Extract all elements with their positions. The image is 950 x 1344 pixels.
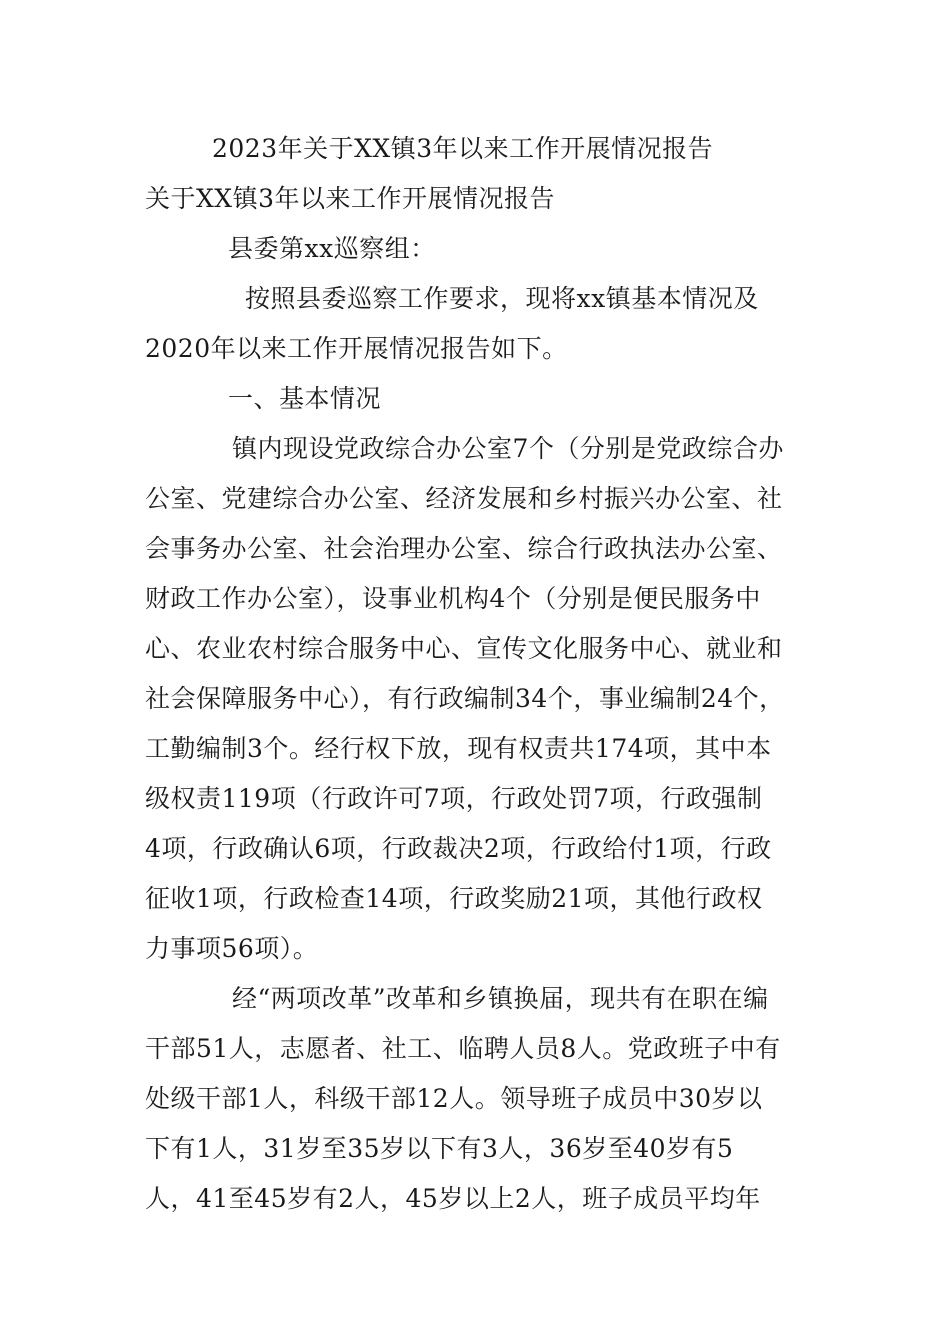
salutation: 县委第xx巡察组：: [228, 234, 436, 263]
paragraph-line: 公室、党建综合办公室、经济发展和乡村振兴办公室、社: [145, 484, 783, 513]
paragraph-line: 会事务办公室、社会治理办公室、综合行政执法办公室、: [145, 534, 783, 563]
intro-line: 2020年以来工作开展情况报告如下。: [145, 334, 568, 363]
paragraph-line: 镇内现设党政综合办公室7个（分别是党政综合办: [232, 434, 784, 463]
intro-line: 按照县委巡察工作要求，现将xx镇基本情况及: [245, 284, 759, 313]
paragraph-line: 下有1人，31岁至35岁以下有3人，36岁至40岁有5: [145, 1134, 734, 1163]
paragraph-line: 人，41至45岁有2人，45岁以上2人，班子成员平均年: [145, 1184, 761, 1213]
paragraph-line: 级权责119项（行政许可7项，行政处罚7项，行政强制: [145, 784, 763, 813]
paragraph-line: 力事项56项）。: [145, 934, 319, 963]
document-title: 2023年关于XX镇3年以来工作开展情况报告: [212, 134, 714, 163]
paragraph-line: 心、农业农村综合服务中心、宣传文化服务中心、就业和: [145, 634, 783, 663]
section-heading: 一、基本情况: [228, 384, 382, 413]
paragraph-line: 干部51人，志愿者、社工、临聘人员8人。党政班子中有: [145, 1034, 781, 1063]
paragraph-line: 财政工作办公室），设事业机构4个（分别是便民服务中: [145, 584, 761, 613]
paragraph-line: 经“两项改革”改革和乡镇换届，现共有在职在编: [232, 984, 769, 1013]
paragraph-line: 工勤编制3个。经行权下放，现有权责共174项，其中本: [145, 734, 772, 763]
paragraph-line: 社会保障服务中心），有行政编制34个，事业编制24个，: [145, 684, 785, 713]
paragraph-line: 处级干部1人，科级干部12人。领导班子成员中30岁以: [145, 1084, 763, 1113]
paragraph-line: 4项，行政确认6项，行政裁决2项，行政给付1项，行政: [145, 834, 772, 863]
document-subtitle: 关于XX镇3年以来工作开展情况报告: [145, 184, 556, 213]
paragraph-line: 征收1项，行政检查14项，行政奖励21项，其他行政权: [145, 884, 763, 913]
